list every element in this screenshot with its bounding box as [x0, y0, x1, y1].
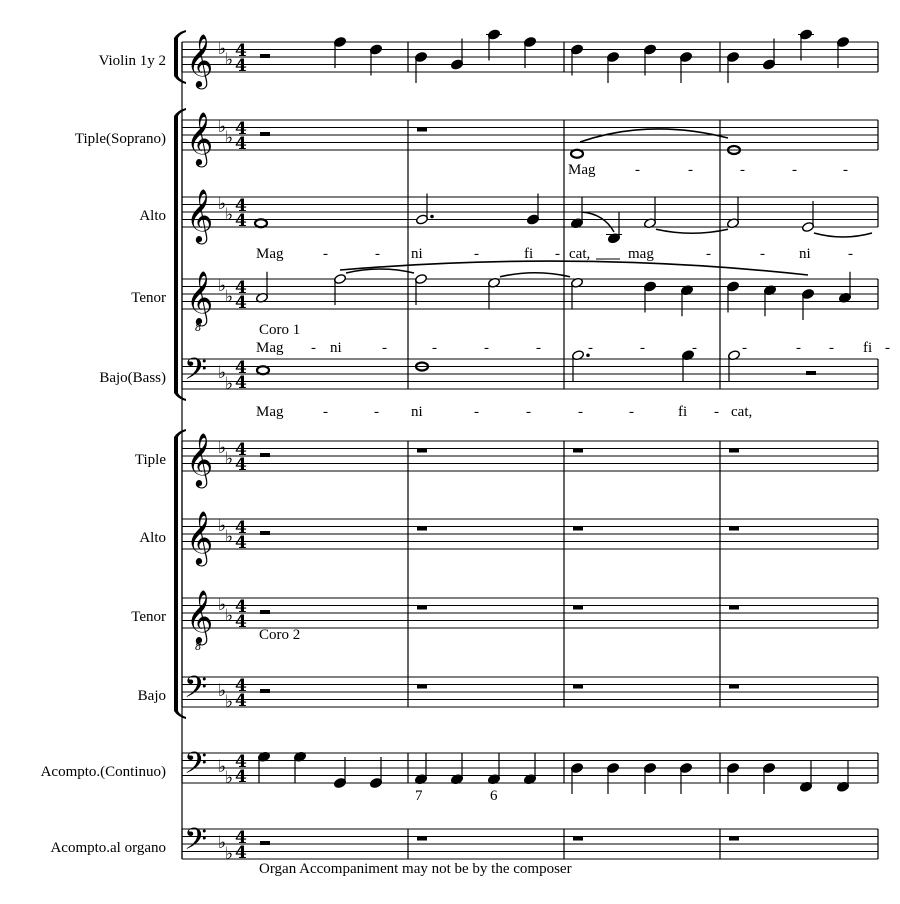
alto-lyric-syllable: - [474, 246, 479, 262]
flat-icon: ♭ [225, 844, 234, 864]
alto-lyric-syllable: Mag [256, 246, 284, 262]
time-sig-denominator: 4 [235, 373, 247, 393]
flat-icon: ♭ [225, 128, 234, 148]
alto-lyric-syllable: - [706, 246, 711, 262]
tenor-lyric-syllable: - [382, 340, 387, 356]
flat-icon: ♭ [218, 516, 227, 536]
bass-clef-icon: 𝄢 [184, 823, 208, 864]
time-sig-numerator: 4 [235, 440, 247, 460]
bass-lyric-syllable: - [526, 404, 531, 420]
alto-lyric-syllable: - [555, 246, 560, 262]
staff-label-continuo: Acompto.(Continuo) [40, 764, 166, 780]
half-rest-icon [260, 54, 270, 58]
time-sig-numerator: 4 [235, 597, 247, 617]
tenor-lyric-syllable: - [796, 340, 801, 356]
staff-alto2 [182, 519, 878, 549]
quarter-note [643, 762, 656, 794]
alto-lyric-syllable: fi [524, 246, 534, 262]
tie [814, 233, 872, 237]
tenor-lyric-syllable: - [432, 340, 437, 356]
treble-clef-icon: 𝄞 [186, 589, 214, 643]
half-note [727, 350, 740, 382]
flat-icon: ♭ [218, 363, 227, 383]
staff-label-tenor2: Tenor [131, 609, 166, 625]
staff-label-tenor1: Tenor [131, 290, 166, 306]
time-sig-denominator: 4 [235, 134, 247, 154]
flat-icon: ♭ [218, 757, 227, 777]
quarter-note [762, 762, 775, 794]
flat-icon: ♭ [218, 39, 227, 59]
time-sig-numerator: 4 [235, 752, 247, 772]
bass-lyric-syllable: cat, [731, 404, 753, 420]
half-note [570, 277, 583, 309]
time-sig-denominator: 4 [235, 691, 247, 711]
tenor-lyric-syllable: ni [330, 340, 342, 356]
tiple-lyric-syllable: - [843, 162, 848, 178]
flat-icon: ♭ [225, 692, 234, 712]
tie [656, 229, 728, 233]
time-sig-numerator: 4 [235, 518, 247, 538]
organ-footnote: Organ Accompaniment may not be by the composer [259, 861, 572, 877]
time-sig-numerator: 4 [235, 119, 247, 139]
bass-lyric-syllable: - [474, 404, 479, 420]
quarter-note [526, 194, 539, 226]
flat-icon: ♭ [225, 527, 234, 547]
staff-tiple1 [182, 120, 878, 150]
tiple-lyric-syllable: - [688, 162, 693, 178]
quarter-note [414, 753, 427, 785]
treble-clef-icon: 𝄞 [186, 510, 214, 564]
tenor-lyric-syllable: - [588, 340, 593, 356]
bass-lyric-syllable: - [323, 404, 328, 420]
staff-label-violin: Violin 1y 2 [98, 53, 166, 69]
bass-lyric-syllable: ni [411, 404, 423, 420]
quarter-note [570, 197, 583, 229]
half-rest-icon [806, 371, 816, 375]
staff-label-tiple2: Tiple [134, 452, 166, 468]
flat-icon: ♭ [218, 681, 227, 701]
staff-label-alto1: Alto [139, 208, 166, 224]
flat-icon: ♭ [225, 374, 234, 394]
time-sig-numerator: 4 [235, 828, 247, 848]
staff-label-bajo2: Bajo [137, 688, 166, 704]
bass-lyric-syllable: - [374, 404, 379, 420]
quarter-note [570, 762, 583, 794]
staff-bajo2 [182, 677, 878, 707]
quarter-note [450, 39, 463, 71]
whole-rest-icon [729, 606, 739, 610]
bass-clef-icon: 𝄢 [184, 353, 208, 394]
staff-organ [182, 829, 878, 859]
quarter-note [836, 761, 849, 793]
bass-lyric-syllable: - [578, 404, 583, 420]
octave-8-icon: 8 [195, 323, 202, 334]
half-rest-icon [260, 610, 270, 614]
quarter-note [799, 761, 812, 793]
tiple-lyric-syllable: Mag [568, 162, 596, 178]
whole-rest-icon [729, 449, 739, 453]
half-rest-icon [260, 453, 270, 457]
half-note [415, 194, 433, 226]
staff-tiple2 [182, 441, 878, 471]
time-sig-denominator: 4 [235, 767, 247, 787]
quarter-note [257, 751, 270, 783]
time-sig-numerator: 4 [235, 278, 247, 298]
quarter-note [643, 281, 656, 313]
time-sig-denominator: 4 [235, 843, 247, 863]
quarter-note [450, 753, 463, 785]
half-rest-icon [260, 841, 270, 845]
whole-rest-icon [573, 527, 583, 531]
whole-note [255, 219, 267, 227]
quarter-note [333, 36, 346, 68]
staff-label-alto2: Alto [139, 530, 166, 546]
tiple-lyric-syllable: - [740, 162, 745, 178]
alto-lyric-syllable: - [375, 246, 380, 262]
whole-rest-icon [573, 837, 583, 841]
whole-rest-icon [573, 685, 583, 689]
quarter-note [487, 753, 500, 785]
quarter-note [763, 285, 776, 317]
bass-lyric-syllable: fi [678, 404, 688, 420]
clef-group-alto2 [186, 510, 247, 566]
flat-icon: ♭ [225, 768, 234, 788]
whole-rest-icon [729, 527, 739, 531]
bass-lyric-syllable: - [629, 404, 634, 420]
tenor-lyric-syllable: - [640, 340, 645, 356]
quarter-note [679, 51, 692, 83]
quarter-note [726, 281, 739, 313]
coro2-label: Coro 2 [259, 627, 301, 643]
alto-lyric-syllable: mag [628, 246, 654, 262]
figured-bass-numeral: 6 [490, 788, 498, 804]
bass-lyric-syllable: - [714, 404, 719, 420]
quarter-note [523, 36, 536, 68]
half-note [414, 273, 427, 305]
whole-note [257, 366, 269, 374]
time-sig-numerator: 4 [235, 41, 247, 61]
quarter-note [487, 29, 500, 61]
tenor-lyric-syllable: - [311, 340, 316, 356]
tenor-lyric-syllable: - [885, 340, 890, 356]
time-sig-numerator: 4 [235, 676, 247, 696]
quarter-note [679, 762, 692, 794]
flat-icon: ♭ [225, 205, 234, 225]
alto-lyric-syllable: - [760, 246, 765, 262]
whole-rest-icon [417, 606, 427, 610]
octave-8-icon: 8 [195, 642, 202, 653]
alto-lyric-syllable: ni [799, 246, 811, 262]
staff-label-organ: Acompto.al organo [50, 840, 166, 856]
quarter-note [762, 39, 775, 71]
clef-group-tiple2 [186, 432, 247, 488]
tenor-lyric-syllable: - [692, 340, 697, 356]
time-sig-numerator: 4 [235, 196, 247, 216]
quarter-note [369, 757, 382, 789]
half-note [255, 272, 268, 304]
flat-icon: ♭ [225, 50, 234, 70]
half-rest-icon [260, 689, 270, 693]
tenor-lyric-syllable: - [536, 340, 541, 356]
treble-clef-icon: 𝄞 [186, 111, 214, 165]
tie [500, 273, 570, 277]
quarter-note [570, 44, 583, 76]
quarter-note [801, 288, 814, 320]
time-sig-denominator: 4 [235, 612, 247, 632]
half-rest-icon [260, 132, 270, 136]
figured-bass-numeral: 7 [415, 788, 423, 804]
staff-bajo1 [182, 359, 878, 389]
flat-icon: ♭ [218, 117, 227, 137]
flat-icon: ♭ [218, 276, 227, 296]
bass-lyric-syllable: Mag [256, 404, 284, 420]
bass-clef-icon: 𝄢 [184, 671, 208, 712]
staff-tenor1 [182, 279, 878, 309]
coro1-label: Coro 1 [259, 322, 301, 338]
alto-lyric-syllable: ni [411, 246, 423, 262]
flat-icon: ♭ [218, 595, 227, 615]
quarter-note [414, 51, 427, 83]
tiple-lyric-syllable: - [635, 162, 640, 178]
half-note [643, 197, 656, 229]
whole-rest-icon [417, 527, 427, 531]
whole-rest-icon [729, 837, 739, 841]
staff-label-bajo1: Bajo(Bass) [99, 370, 166, 386]
clef-group-alto1 [186, 188, 247, 244]
quarter-note [726, 762, 739, 794]
flat-icon: ♭ [218, 194, 227, 214]
tie [346, 269, 414, 273]
time-sig-denominator: 4 [235, 293, 247, 313]
quarter-note [726, 51, 739, 83]
time-sig-denominator: 4 [235, 533, 247, 553]
quarter-note [799, 29, 812, 61]
clef-group-violin [186, 33, 247, 89]
whole-rest-icon [417, 449, 427, 453]
bass-clef-icon: 𝄢 [184, 747, 208, 788]
whole-rest-icon [417, 685, 427, 689]
time-sig-denominator: 4 [235, 211, 247, 231]
treble-clef-icon: 𝄞 [186, 270, 214, 324]
flat-icon: ♭ [225, 449, 234, 469]
clef-group-tiple1 [186, 111, 247, 167]
whole-rest-icon [417, 128, 427, 132]
quarter-note [606, 51, 619, 83]
whole-rest-icon [729, 685, 739, 689]
tenor-lyric-syllable: fi [863, 340, 873, 356]
quarter-note [607, 212, 620, 244]
tenor-lyric-syllable: - [484, 340, 489, 356]
staff-tenor2 [182, 598, 878, 628]
whole-rest-icon [417, 837, 427, 841]
half-note [487, 277, 500, 309]
quarter-note [836, 36, 849, 68]
whole-note [571, 150, 583, 158]
staff-label-tiple1: Tiple(Soprano) [74, 131, 166, 147]
quarter-note [333, 757, 346, 789]
treble-clef-icon: 𝄞 [186, 33, 214, 87]
quarter-note [838, 272, 851, 304]
tenor-lyric-syllable: - [829, 340, 834, 356]
quarter-note [523, 753, 536, 785]
time-sig-numerator: 4 [235, 358, 247, 378]
tenor-lyric-syllable: Mag [256, 340, 284, 356]
quarter-note [293, 751, 306, 783]
whole-rest-icon [573, 606, 583, 610]
half-note [726, 197, 739, 229]
quarter-note [680, 285, 693, 317]
quarter-note [606, 762, 619, 794]
tiple-lyric-syllable: - [792, 162, 797, 178]
flat-icon: ♭ [225, 287, 234, 307]
quarter-note [369, 44, 382, 76]
treble-clef-icon: 𝄞 [186, 432, 214, 486]
flat-icon: ♭ [225, 606, 234, 626]
half-rest-icon [260, 531, 270, 535]
half-note [801, 201, 814, 233]
half-note [333, 273, 346, 305]
flat-icon: ♭ [218, 833, 227, 853]
alto-lyric-syllable: - [323, 246, 328, 262]
flat-icon: ♭ [218, 438, 227, 458]
whole-rest-icon [573, 449, 583, 453]
alto-lyric-syllable: - [848, 246, 853, 262]
alto-lyric-syllable: cat, [569, 246, 591, 262]
quarter-note [643, 44, 656, 76]
tenor-lyric-syllable: - [742, 340, 747, 356]
treble-clef-icon: 𝄞 [186, 188, 214, 242]
time-sig-denominator: 4 [235, 56, 247, 76]
time-sig-denominator: 4 [235, 455, 247, 475]
